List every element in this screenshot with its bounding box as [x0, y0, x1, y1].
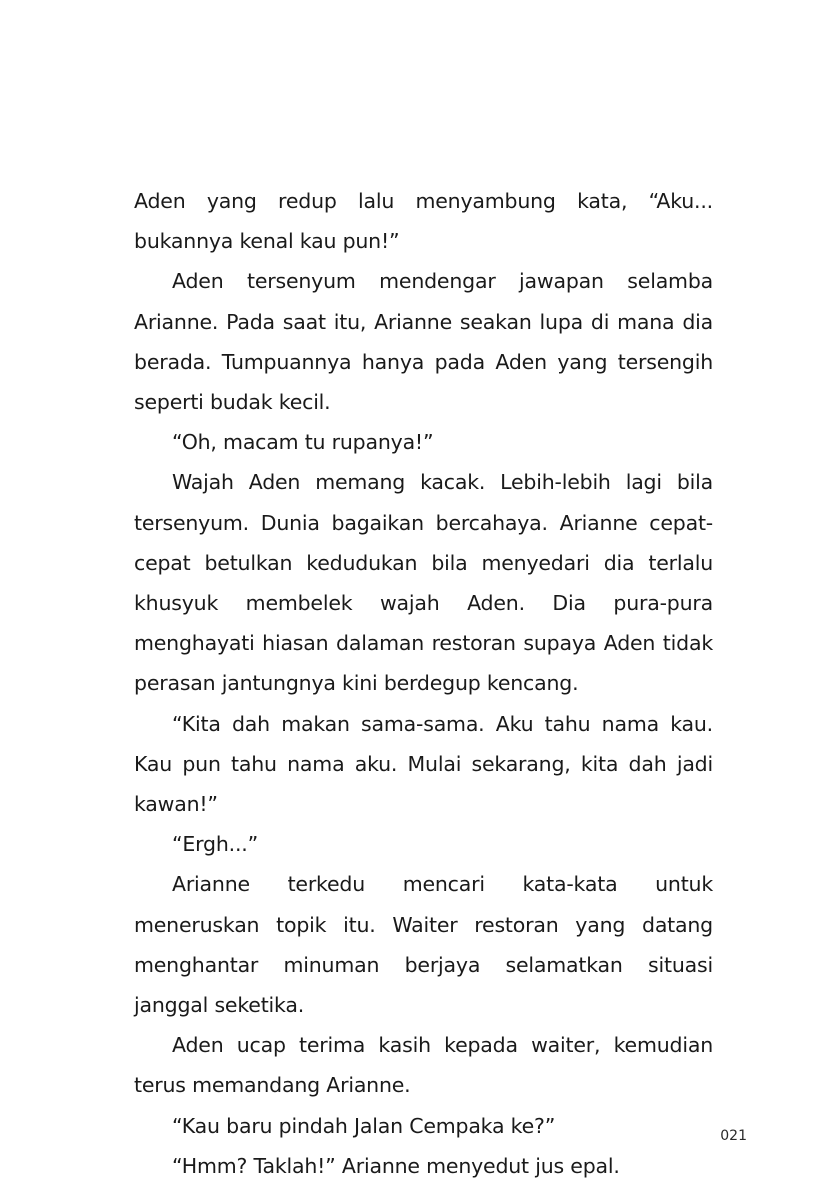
paragraph-2: Aden tersenyum mendengar jawapan selamba Arianne. Pada saat itu, Arianne seakan lupa di mana dia berada. Tumpuannya hanya pada Aden yang tersengih seperti budak kecil. — [134, 269, 713, 415]
paragraph-9: “Kau baru pindah Jalan Cempaka ke?” — [172, 1113, 556, 1138]
paragraph-1: Aden yang redup lalu menyambung kata, “Aku... bukannya kenal kau pun!” — [134, 189, 713, 254]
page-number: 021 — [720, 1128, 747, 1144]
paragraph-8: Aden ucap terima kasih kepada waiter, kemudian terus memandang Arianne. — [134, 1033, 713, 1098]
body-text — [134, 181, 713, 1186]
paragraph-6: “Ergh...” — [172, 832, 259, 857]
paragraph-7: Arianne terkedu mencari kata-kata untuk meneruskan topik itu. Waiter restoran yang datang menghantar minuman berjaya selamatkan situasi janggal seketika. — [134, 872, 713, 1018]
paragraph-3: “Oh, macam tu rupanya!” — [172, 430, 434, 455]
paragraph-5: “Kita dah makan sama-sama. Aku tahu nama kau. Kau pun tahu nama aku. Mulai sekarang, kita dah jadi kawan!” — [134, 711, 713, 817]
paragraph-10: “Hmm? Taklah!” Arianne menyedut jus epal. — [172, 1153, 620, 1178]
paragraph-4: Wajah Aden memang kacak. Lebih-lebih lagi bila tersenyum. Dunia bagaikan bercahaya. Arianne cepat-cepat betulkan kedudukan bila menyedari dia terlalu khusyuk membelek wajah Aden. Dia pura-pura menghayati hiasan dalaman restoran supaya Aden tidak perasan jantungnya kini berdegup kencang. — [134, 470, 713, 696]
